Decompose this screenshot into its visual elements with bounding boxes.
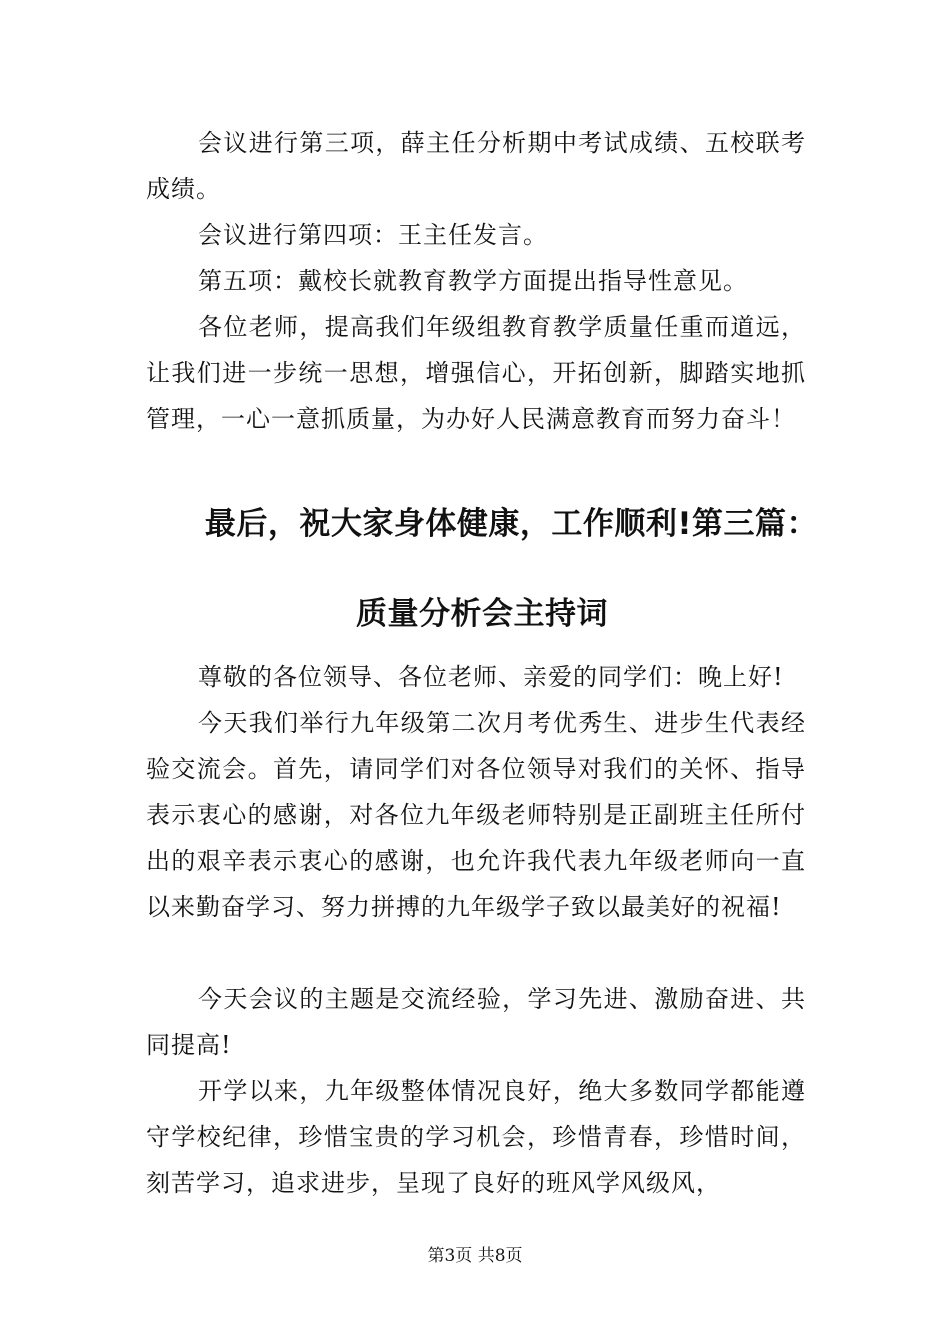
paragraph-intro: 今天我们举行九年级第二次月考优秀生、进步生代表经验交流会。首先，请同学们对各位领导对我们的关怀、指导表示衷心的感谢，对各位九年级老师特别是正副班主任所付出的艰辛表示衷心的感谢，也允许我代表九年级老师向一直以来勤奋学习、努力拼搏的九年级学子致以最美好的祝福! [146,709,806,921]
heading-line-2: 质量分析会主持词 [356,596,608,632]
paragraph-item-3: 会议进行第三项，薛主任分析期中考试成绩、五校联考成绩。 [146,129,806,203]
paragraph-situation: 开学以来，九年级整体情况良好，绝大多数同学都能遵守学校纪律，珍惜宝贵的学习机会，珍惜青春，珍惜时间，刻苦学习，追求进步，呈现了良好的班风学风级风， [146,1077,806,1197]
paragraph-item-4: 会议进行第四项：王主任发言。 [198,221,548,249]
paragraph-theme: 今天会议的主题是交流经验，学习先进、激励奋进、共同提高! [146,985,806,1059]
page-number-footer: 第3页 共8页 [427,1246,523,1266]
heading-line-1: 最后，祝大家身体健康，工作顺利!第三篇： [204,506,818,542]
paragraph-item-5: 第五项：戴校长就教育教学方面提出指导性意见。 [198,267,748,295]
paragraph-greeting: 尊敬的各位领导、各位老师、亲爱的同学们：晚上好! [198,663,784,691]
paragraph-closing-remarks: 各位老师，提高我们年级组教育教学质量任重而道远，让我们进一步统一思想，增强信心，开拓创新，脚踏实地抓管理，一心一意抓质量，为办好人民满意教育而努力奋斗！ [146,313,806,433]
